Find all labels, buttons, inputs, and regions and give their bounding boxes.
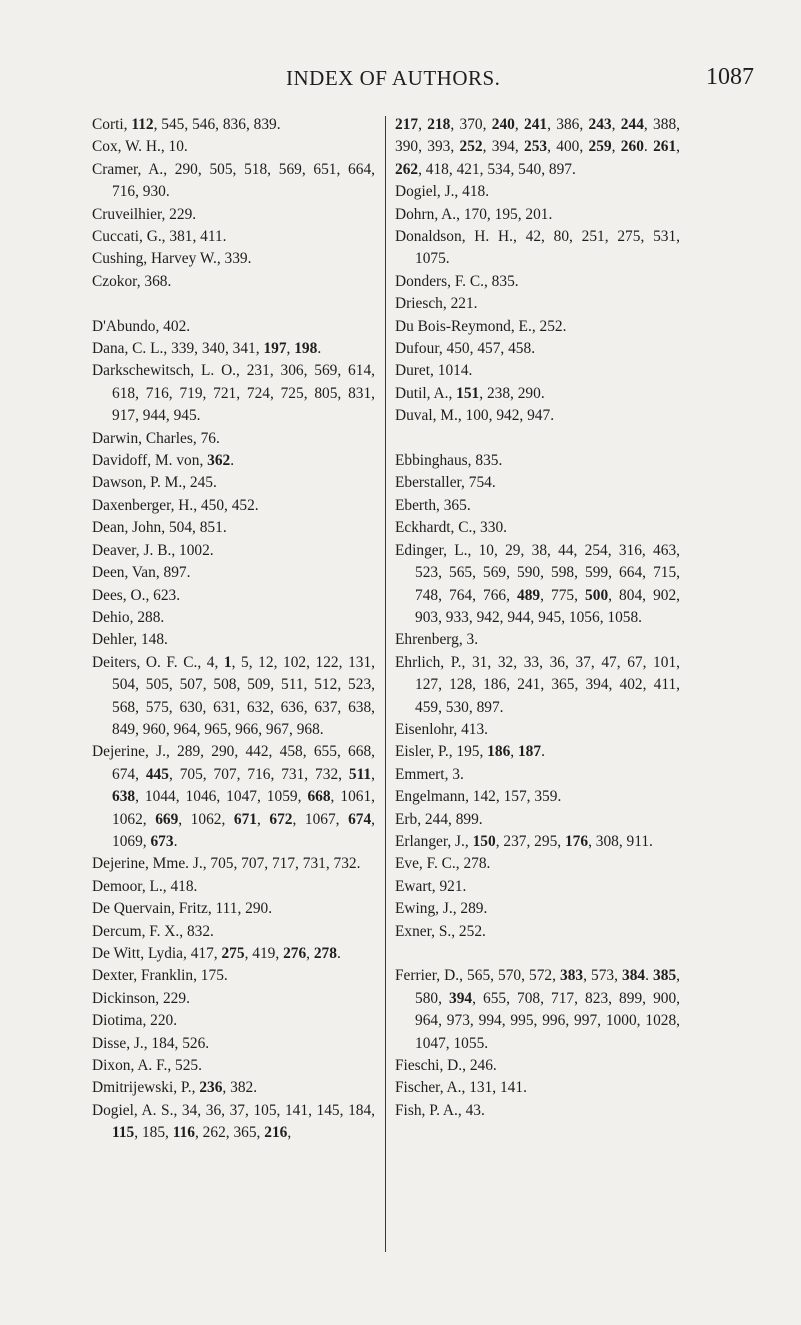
page-refs: , 289.: [452, 900, 488, 918]
page-refs: , 5, 12, 102, 122, 131, 504, 505, 507, 508, 509, 511, 512, 523, 568, 575, 630, 631, 632, 636, 637, 638, 849, 960, 964, 965, 966, 967, 968.: [112, 653, 375, 738]
index-entry: [395, 786, 680, 808]
index-entry: [395, 316, 680, 338]
author-name: Czokor: [92, 272, 137, 290]
index-entry: [92, 540, 375, 562]
index-entry: [92, 472, 375, 494]
index-entry: [92, 204, 375, 226]
index-entry: [92, 360, 375, 427]
page-refs: , 308, 911.: [588, 832, 653, 850]
index-entry: [395, 204, 680, 226]
page-ref-bold: 186: [487, 743, 511, 761]
author-name: Dejerine, Mme. J.: [92, 855, 203, 873]
author-name: Demoor, L.: [92, 877, 163, 895]
page-refs: , 237, 295,: [495, 832, 565, 850]
page-ref-bold: 638: [112, 788, 136, 806]
page-refs: , 185,: [134, 1124, 173, 1142]
page-refs: , 835.: [467, 452, 503, 470]
author-name: Cushing, Harvey W.: [92, 250, 217, 268]
author-name: Eisler, P.: [395, 743, 449, 761]
page-refs: , 1061, 1062,: [112, 788, 376, 828]
author-name: Deaver, J. B.: [92, 541, 172, 559]
page-refs: , 402.: [155, 317, 191, 335]
page-refs: , 244, 899.: [417, 810, 483, 828]
index-entry: [92, 1100, 375, 1145]
index-entry: [92, 316, 375, 338]
author-name: Exner, S.: [395, 922, 452, 940]
author-name: Dehler: [92, 631, 134, 649]
page-refs: , 1044, 1046, 1047, 1059,: [135, 788, 308, 806]
page-refs: , 220.: [142, 1012, 178, 1030]
index-entry: [92, 988, 375, 1010]
page-refs: , 368.: [136, 272, 172, 290]
page-refs: , 1069,: [112, 810, 376, 850]
index-entry: [395, 405, 680, 427]
page-refs: , 418, 421, 534, 540, 897.: [418, 160, 576, 178]
index-entry: [92, 226, 375, 248]
index-entry: [92, 1055, 375, 1077]
index-entry: [395, 1077, 680, 1099]
author-name: Dees, O.: [92, 586, 146, 604]
index-entry: [395, 114, 680, 181]
page-refs: , 330.: [472, 519, 507, 537]
page-refs: ,: [676, 138, 681, 156]
page-refs: , 3.: [444, 765, 464, 783]
page-refs: ,: [286, 340, 295, 358]
page-ref-bold: 489: [517, 586, 541, 604]
page-refs: , 31, 32, 33, 36, 37, 47, 67, 101, 127, 128, 186, 241, 365, 394, 402, 411, 459, 530, 897.: [415, 653, 680, 716]
page-refs: , 388, 390, 393,: [395, 116, 680, 156]
index-entry: [92, 1033, 375, 1055]
index-entry: [395, 764, 680, 786]
page-refs: , 4,: [197, 653, 224, 671]
author-name: Cox, W. H.: [92, 138, 161, 156]
index-entry: [395, 921, 680, 943]
author-name: Duval, M.: [395, 407, 458, 425]
page-ref-bold: 197: [263, 340, 287, 358]
page-refs: .: [336, 945, 341, 963]
page-refs: ,: [256, 810, 270, 828]
page-ref-bold: 668: [307, 788, 331, 806]
author-name: De Witt, Lydia: [92, 945, 183, 963]
page-refs: , 400,: [547, 138, 589, 156]
page-refs: , 195,: [448, 743, 488, 761]
author-name: Cruveilhier: [92, 205, 162, 223]
index-entry: [92, 248, 375, 270]
column-divider: [385, 116, 386, 1252]
page-refs: , 573,: [583, 967, 623, 985]
index-entry: [92, 562, 375, 584]
page-refs: , 921.: [431, 877, 467, 895]
page-refs: , 252.: [451, 922, 486, 940]
page-refs: , 10.: [160, 138, 188, 156]
page-ref-bold: 259: [588, 138, 612, 156]
index-entry: [92, 428, 375, 450]
index-entry: [92, 585, 375, 607]
author-name: Eberth: [395, 496, 437, 514]
page-ref-bold: 362: [207, 452, 231, 470]
page-refs: ,: [123, 116, 132, 133]
author-name: Eve, F. C.: [395, 855, 456, 873]
page-refs: , 775,: [540, 586, 586, 604]
page-refs: ,: [371, 765, 375, 783]
page-refs: , 835.: [483, 272, 519, 290]
index-column-left: [92, 114, 375, 1145]
page-refs: , 381, 411.: [161, 228, 227, 246]
author-name: Dana, C. L.: [92, 340, 164, 358]
page-ref-bold: 253: [524, 138, 548, 156]
page-refs: , 10, 29, 38, 44, 254, 316, 463, 523, 565, 569, 590, 598, 599, 664, 715, 748, 764, 766,: [415, 541, 680, 604]
author-name: Davidoff, M. von: [92, 452, 200, 470]
index-entry: [395, 876, 680, 898]
page-refs: .: [230, 452, 235, 470]
index-entry: [92, 876, 375, 898]
page-refs: ,: [448, 384, 457, 402]
running-title: INDEX OF AUTHORS.: [286, 66, 501, 90]
page-refs: , 229.: [155, 989, 190, 1007]
author-name: Ehrenberg: [395, 631, 459, 649]
author-name: Diotima: [92, 1012, 143, 1030]
page-refs: , 655, 708, 717, 823, 899, 900, 964, 973, 994, 995, 996, 997, 1000, 1028, 1047, 1055.: [415, 989, 680, 1052]
index-entry: [92, 517, 375, 539]
page-refs: , 184, 526.: [143, 1034, 210, 1052]
page-refs: , 394,: [482, 138, 525, 156]
index-entry: [395, 450, 680, 472]
page-refs: , 386,: [547, 116, 589, 133]
page-refs: , 245.: [182, 474, 217, 492]
author-name: Deen, Van: [92, 564, 156, 582]
author-name: Eckhardt, C.: [395, 519, 473, 537]
index-entry: [92, 1010, 375, 1032]
page-refs: , 804, 902, 903, 933, 942, 944, 945, 1056, 1058.: [415, 586, 680, 626]
page-refs: , 525.: [167, 1057, 202, 1075]
author-name: De Quervain, Fritz: [92, 900, 208, 918]
page-refs: , 142, 157, 359.: [465, 788, 562, 806]
index-entry: [92, 965, 375, 987]
page-ref-bold: 1: [223, 653, 232, 671]
index-entry: [92, 338, 375, 360]
page-refs: , 229.: [161, 205, 197, 223]
index-entry: [395, 338, 680, 360]
page-refs: , 1014.: [430, 362, 473, 380]
author-name: Cramer, A.: [92, 160, 164, 178]
page-refs: ,: [510, 743, 518, 761]
author-name: D'Abundo: [92, 317, 156, 335]
page-ref-bold: 278: [313, 945, 337, 963]
page-refs: , 580,: [415, 967, 680, 1007]
page-refs: , 382.: [222, 1079, 258, 1097]
author-name: Dexter, Franklin: [92, 967, 194, 985]
page-ref-bold: 262: [395, 160, 419, 178]
page-refs: , 246.: [462, 1057, 497, 1075]
page-refs: , 289, 290, 442, 458, 655, 668, 674,: [112, 743, 375, 783]
index-entry: [92, 943, 375, 965]
author-name: Duret: [395, 362, 431, 380]
author-name: Deiters, O. F. C.: [92, 653, 198, 671]
author-name: Disse, J.: [92, 1034, 144, 1052]
page-refs: ,: [514, 116, 525, 133]
index-entry: [92, 607, 375, 629]
author-name: Edinger, L.: [395, 541, 468, 559]
author-name: Ewart: [395, 877, 432, 895]
page-refs: , 754.: [461, 474, 496, 492]
page-refs: , 111, 290.: [207, 900, 273, 918]
page-refs: .: [643, 138, 654, 156]
author-name: Du Bois-Reymond, E.: [395, 317, 532, 335]
page-header: [0, 60, 801, 100]
author-name: Dixon, A. F.: [92, 1057, 168, 1075]
page-refs: , 148.: [133, 631, 168, 649]
author-name: Eberstaller: [395, 474, 462, 492]
author-name: Erlanger, J.: [395, 832, 465, 850]
page-refs: , 705, 707, 717, 731, 732.: [202, 855, 361, 873]
index-entry: [92, 652, 375, 742]
author-name: Fischer, A.: [395, 1079, 462, 1097]
page-refs: , 450, 452.: [193, 496, 259, 514]
index-entry: [92, 741, 375, 853]
author-name: Dutil, A.: [395, 384, 449, 402]
page-ref-bold: 218: [427, 116, 451, 133]
page-ref-bold: 394: [449, 989, 473, 1007]
page-refs: , 339, 340, 341,: [163, 340, 264, 358]
page-refs: , 1062,: [178, 810, 234, 828]
index-entry: [395, 1055, 680, 1077]
page-ref-bold: 115: [112, 1124, 135, 1142]
page-refs: ,: [287, 1124, 292, 1142]
page-refs: , 832.: [179, 922, 214, 940]
page-refs: , 175.: [193, 967, 228, 985]
index-entry: [395, 540, 680, 630]
page-refs: , 705, 707, 716, 731, 732,: [168, 765, 349, 783]
page-refs: , 76.: [192, 429, 220, 447]
page-ref-bold: 674: [348, 810, 372, 828]
page-refs: , 262, 365,: [194, 1124, 265, 1142]
page-ref-bold: 151: [456, 384, 480, 402]
index-entry: [395, 719, 680, 741]
page-refs: , 221.: [442, 295, 478, 313]
page-ref-bold: 217: [395, 116, 419, 133]
page-refs: , 413.: [453, 720, 489, 738]
page-refs: , 897.: [155, 564, 191, 582]
page-ref-bold: 112: [131, 116, 154, 133]
page-refs: , 1002.: [171, 541, 214, 559]
index-entry: [92, 450, 375, 472]
author-name: Dehio: [92, 608, 130, 626]
author-name: Darwin, Charles: [92, 429, 193, 447]
author-name: Dogiel, A. S.: [92, 1101, 174, 1119]
page-number: 1087: [706, 64, 754, 90]
page-refs: ,: [418, 116, 428, 133]
page-refs: ,: [464, 832, 473, 850]
author-name: Ewing, J.: [395, 900, 453, 918]
author-name: Dercum, F. X.: [92, 922, 180, 940]
page-refs: , 419,: [244, 945, 284, 963]
index-entry: [395, 360, 680, 382]
index-entry: [395, 181, 680, 203]
index-entry: [92, 898, 375, 920]
author-name: Donaldson, H. H.: [395, 228, 514, 246]
index-entry: [92, 136, 375, 158]
author-name: Dohrn, A.: [395, 205, 457, 223]
index-entry: [395, 1100, 680, 1122]
index-column-right: [395, 114, 680, 1122]
page-refs: , 34, 36, 37, 105, 141, 145, 184,: [173, 1101, 375, 1119]
page-refs: , 417,: [183, 945, 222, 963]
index-entry: [92, 921, 375, 943]
author-name: Eisenlohr: [395, 720, 454, 738]
page-refs: .: [173, 832, 178, 850]
page-refs: , 418.: [454, 183, 490, 201]
page-refs: .: [317, 340, 322, 358]
page-refs: , 278.: [455, 855, 491, 873]
page-ref-bold: 150: [472, 832, 496, 850]
page-ref-bold: 216: [264, 1124, 288, 1142]
author-name: Darkschewitsch, L. O.: [92, 362, 237, 380]
index-entry: [395, 853, 680, 875]
index-entry: [395, 383, 680, 405]
index-entry: [395, 472, 680, 494]
index-entry: [395, 898, 680, 920]
index-entry: [395, 965, 680, 1055]
page-refs: , 252.: [531, 317, 567, 335]
page-refs: , 3.: [458, 631, 479, 649]
index-entry: [395, 495, 680, 517]
author-name: Corti: [92, 116, 124, 133]
page-ref-bold: 671: [233, 810, 257, 828]
page-refs: , 418.: [162, 877, 198, 895]
index-entry: [395, 629, 680, 651]
index-entry: [395, 517, 680, 539]
page-refs: , 365.: [436, 496, 471, 514]
author-name: Ehrlich, P.: [395, 653, 462, 671]
index-entry: [395, 293, 680, 315]
author-name: Dickinson: [92, 989, 156, 1007]
index-entry: [395, 271, 680, 293]
page-ref-bold: 672: [269, 810, 293, 828]
page-ref-bold: 198: [294, 340, 318, 358]
page-refs: , 1067,: [292, 810, 349, 828]
author-name: Fieschi, D.: [395, 1057, 463, 1075]
page-refs: , 504, 851.: [161, 519, 227, 537]
page-refs: , 623.: [145, 586, 181, 604]
page-refs: , 100, 942, 947.: [457, 407, 555, 425]
page-refs: , 231, 306, 569, 614, 618, 716, 719, 721, 724, 725, 805, 831, 917, 944, 945.: [112, 362, 375, 425]
index-entry: [92, 1077, 375, 1099]
index-entry: [92, 629, 375, 651]
page-refs: ,: [199, 452, 208, 470]
page-refs: , 339.: [216, 250, 252, 268]
page-ref-bold: 252: [459, 138, 483, 156]
index-entry: [395, 741, 680, 763]
page-ref-bold: 276: [283, 945, 307, 963]
page-refs: , 43.: [457, 1101, 485, 1119]
author-name: Dogiel, J.: [395, 183, 455, 201]
author-name: Daxenberger, H.: [92, 496, 194, 514]
page-ref-bold: 187: [517, 743, 542, 761]
author-name: Ebbinghaus: [395, 452, 468, 470]
page-ref-bold: 236: [199, 1079, 223, 1097]
index-entry: [92, 159, 375, 204]
page-refs: ,: [191, 1079, 200, 1097]
author-name: Dejerine, J.: [92, 743, 166, 761]
page-refs: ,: [306, 945, 314, 963]
page-ref-bold: 241: [524, 116, 548, 133]
page-ref-bold: 240: [491, 116, 515, 133]
page-refs: ,: [611, 138, 621, 156]
page-ref-bold: 176: [564, 832, 589, 850]
author-name: Donders, F. C.: [395, 272, 484, 290]
page-ref-bold: 116: [172, 1124, 195, 1142]
page-ref-bold: 673: [150, 832, 174, 850]
author-name: Erb: [395, 810, 418, 828]
author-name: Fish, P. A.: [395, 1101, 458, 1119]
page-ref-bold: 385: [653, 967, 677, 985]
index-entry: [92, 114, 375, 136]
page-ref-bold: 383: [560, 967, 584, 985]
index-entry: [92, 271, 375, 293]
page-ref-bold: 260: [620, 138, 644, 156]
page-ref-bold: 511: [348, 765, 372, 783]
page-refs: , 565, 570, 572,: [459, 967, 561, 985]
index-entry: [395, 226, 680, 271]
page-refs: , 238, 290.: [479, 384, 545, 402]
author-name: Dmitrijewski, P.: [92, 1079, 192, 1097]
page-refs: ,: [611, 116, 621, 133]
page-ref-bold: 669: [155, 810, 179, 828]
page-refs: , 450, 457, 458.: [438, 340, 536, 358]
page-ref-bold: 384: [622, 967, 646, 985]
index-entry: [92, 853, 375, 875]
page-refs: , 545, 546, 836, 839.: [153, 116, 281, 133]
page-refs: .: [645, 967, 654, 985]
page-ref-bold: 445: [145, 765, 169, 783]
page-ref-bold: 275: [221, 945, 245, 963]
author-name: Engelmann: [395, 788, 466, 806]
page-ref-bold: 261: [653, 138, 677, 156]
index-entry: [395, 831, 680, 853]
page-refs: , 131, 141.: [461, 1079, 527, 1097]
page-refs: , 170, 195, 201.: [456, 205, 553, 223]
author-name: Dean, John: [92, 519, 162, 537]
author-name: Driesch: [395, 295, 443, 313]
index-entry: [395, 652, 680, 719]
author-name: Ferrier, D.: [395, 967, 460, 985]
page-refs: , 290, 505, 518, 569, 651, 664, 716, 930.: [112, 160, 375, 201]
index-entry: [92, 495, 375, 517]
author-name: Cuccati, G.: [92, 228, 162, 246]
page-ref-bold: 500: [585, 586, 609, 604]
page-refs: , 370,: [450, 116, 492, 133]
author-name: Emmert: [395, 765, 445, 783]
page-ref-bold: 243: [588, 116, 612, 133]
author-name: Dawson, P. M.: [92, 474, 183, 492]
page-ref-bold: 244: [620, 116, 644, 133]
index-entry: [395, 809, 680, 831]
author-name: Dufour: [395, 340, 439, 358]
page-refs: , 42, 80, 251, 275, 531, 1075.: [415, 228, 680, 268]
page-refs: .: [541, 743, 545, 761]
page-refs: , 288.: [129, 608, 165, 626]
